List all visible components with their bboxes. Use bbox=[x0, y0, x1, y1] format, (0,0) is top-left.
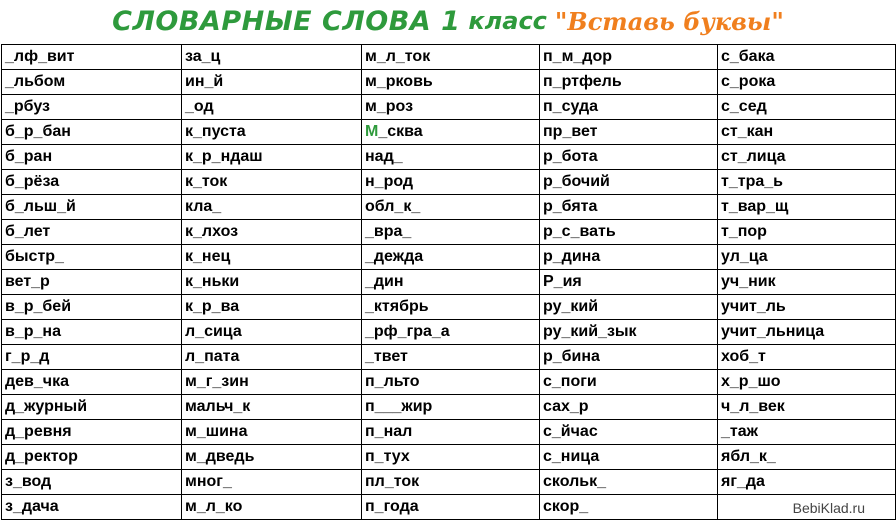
page-title bbox=[0, 0, 896, 42]
table-row bbox=[2, 420, 896, 445]
word-cell: быстр_ bbox=[2, 245, 182, 270]
word-cell: _ктябрь bbox=[362, 295, 540, 320]
word-cell: _дин bbox=[362, 270, 540, 295]
word-cell: к_пуста bbox=[182, 120, 362, 145]
word-cell: м_л_ко bbox=[182, 495, 362, 520]
word-cell: в_р_бей bbox=[2, 295, 182, 320]
word-cell: д_ревня bbox=[2, 420, 182, 445]
word-cell: сах_р bbox=[540, 395, 718, 420]
word-cell: кла_ bbox=[182, 195, 362, 220]
word-cell: б_ран bbox=[2, 145, 182, 170]
word-cell: з_вод bbox=[2, 470, 182, 495]
title-grade: класс bbox=[468, 7, 547, 35]
word-cell: ст_лица bbox=[718, 145, 896, 170]
word-cell: _рбуз bbox=[2, 95, 182, 120]
word-cell: ин_й bbox=[182, 70, 362, 95]
word-cell: к_р_ва bbox=[182, 295, 362, 320]
word-cell: д_ректор bbox=[2, 445, 182, 470]
table-row bbox=[2, 145, 896, 170]
word-table-body bbox=[2, 45, 896, 520]
word-cell: р_дина bbox=[540, 245, 718, 270]
word-cell: р_бочий bbox=[540, 170, 718, 195]
word-cell: к_лхоз bbox=[182, 220, 362, 245]
word-cell: р_бота bbox=[540, 145, 718, 170]
table-row bbox=[2, 345, 896, 370]
word-cell: учит_ль bbox=[718, 295, 896, 320]
word-table bbox=[1, 44, 896, 520]
table-row bbox=[2, 45, 896, 70]
word-cell: г_р_д bbox=[2, 345, 182, 370]
word-cell: м_рковь bbox=[362, 70, 540, 95]
word-cell: М_сква bbox=[362, 120, 540, 145]
word-cell: _вра_ bbox=[362, 220, 540, 245]
word-cell: п_суда bbox=[540, 95, 718, 120]
word-cell: р_бята bbox=[540, 195, 718, 220]
word-cell: т_пор bbox=[718, 220, 896, 245]
site-watermark: BebiKlad.ru bbox=[790, 500, 868, 516]
table-row bbox=[2, 395, 896, 420]
word-cell: ру_кий bbox=[540, 295, 718, 320]
word-cell: т_вар_щ bbox=[718, 195, 896, 220]
word-cell: л_сица bbox=[182, 320, 362, 345]
table-row bbox=[2, 195, 896, 220]
word-cell: с_ница bbox=[540, 445, 718, 470]
table-row bbox=[2, 295, 896, 320]
word-cell: ру_кий_зык bbox=[540, 320, 718, 345]
word-cell: п_тух bbox=[362, 445, 540, 470]
word-cell: б_льш_й bbox=[2, 195, 182, 220]
word-cell: р_с_вать bbox=[540, 220, 718, 245]
word-cell: ч_л_век bbox=[718, 395, 896, 420]
word-cell: к_ньки bbox=[182, 270, 362, 295]
table-row bbox=[2, 95, 896, 120]
word-cell: _твет bbox=[362, 345, 540, 370]
word-cell: над_ bbox=[362, 145, 540, 170]
word-cell: скор_ bbox=[540, 495, 718, 520]
word-cell: _од bbox=[182, 95, 362, 120]
word-cell: к_ток bbox=[182, 170, 362, 195]
word-cell: м_дведь bbox=[182, 445, 362, 470]
word-cell: п_ртфель bbox=[540, 70, 718, 95]
word-cell: яг_да bbox=[718, 470, 896, 495]
word-cell: п_льто bbox=[362, 370, 540, 395]
table-row bbox=[2, 320, 896, 345]
word-cell: пр_вет bbox=[540, 120, 718, 145]
word-cell: м_роз bbox=[362, 95, 540, 120]
word-cell: ябл_к_ bbox=[718, 445, 896, 470]
table-row bbox=[2, 495, 896, 520]
word-cell: х_р_шо bbox=[718, 370, 896, 395]
word-cell: б_рёза bbox=[2, 170, 182, 195]
table-row bbox=[2, 270, 896, 295]
word-cell: _таж bbox=[718, 420, 896, 445]
word-cell: ст_кан bbox=[718, 120, 896, 145]
word-cell: хоб_т bbox=[718, 345, 896, 370]
word-cell: обл_к_ bbox=[362, 195, 540, 220]
word-cell: м_л_ток bbox=[362, 45, 540, 70]
word-cell: д_журный bbox=[2, 395, 182, 420]
word-cell: л_пата bbox=[182, 345, 362, 370]
table-row bbox=[2, 170, 896, 195]
word-cell: с_йчас bbox=[540, 420, 718, 445]
word-cell: с_бака bbox=[718, 45, 896, 70]
word-cell: б_р_бан bbox=[2, 120, 182, 145]
table-row bbox=[2, 245, 896, 270]
word-cell: _лф_вит bbox=[2, 45, 182, 70]
word-cell: вет_р bbox=[2, 270, 182, 295]
word-cell: ул_ца bbox=[718, 245, 896, 270]
word-cell: уч_ник bbox=[718, 270, 896, 295]
word-cell: с_рока bbox=[718, 70, 896, 95]
word-cell: к_нец bbox=[182, 245, 362, 270]
word-cell: _льбом bbox=[2, 70, 182, 95]
word-cell: Р_ия bbox=[540, 270, 718, 295]
word-cell: м_г_зин bbox=[182, 370, 362, 395]
word-cell: дев_чка bbox=[2, 370, 182, 395]
word-cell: к_р_ндаш bbox=[182, 145, 362, 170]
word-cell: мног_ bbox=[182, 470, 362, 495]
word-cell: з_дача bbox=[2, 495, 182, 520]
word-cell: б_лет bbox=[2, 220, 182, 245]
word-cell: п_нал bbox=[362, 420, 540, 445]
table-row bbox=[2, 470, 896, 495]
word-cell: с_сед bbox=[718, 95, 896, 120]
word-cell: р_бина bbox=[540, 345, 718, 370]
table-row bbox=[2, 370, 896, 395]
word-cell: п___жир bbox=[362, 395, 540, 420]
word-cell: _рф_гра_а bbox=[362, 320, 540, 345]
word-cell: пл_ток bbox=[362, 470, 540, 495]
word-cell: с_поги bbox=[540, 370, 718, 395]
title-subtitle: "Вставь буквы" bbox=[554, 6, 784, 36]
table-row bbox=[2, 120, 896, 145]
word-cell: т_тра_ь bbox=[718, 170, 896, 195]
table-row bbox=[2, 70, 896, 95]
word-cell: в_р_на bbox=[2, 320, 182, 345]
word-cell: за_ц bbox=[182, 45, 362, 70]
word-cell: п_м_дор bbox=[540, 45, 718, 70]
word-cell: _дежда bbox=[362, 245, 540, 270]
title-main: СЛОВАРНЫЕ СЛОВА 1 bbox=[112, 5, 461, 37]
word-cell: п_года bbox=[362, 495, 540, 520]
word-cell: скольк_ bbox=[540, 470, 718, 495]
word-cell: мальч_к bbox=[182, 395, 362, 420]
table-row bbox=[2, 445, 896, 470]
table-row bbox=[2, 220, 896, 245]
word-cell: м_шина bbox=[182, 420, 362, 445]
word-cell: н_род bbox=[362, 170, 540, 195]
word-cell: учит_льница bbox=[718, 320, 896, 345]
